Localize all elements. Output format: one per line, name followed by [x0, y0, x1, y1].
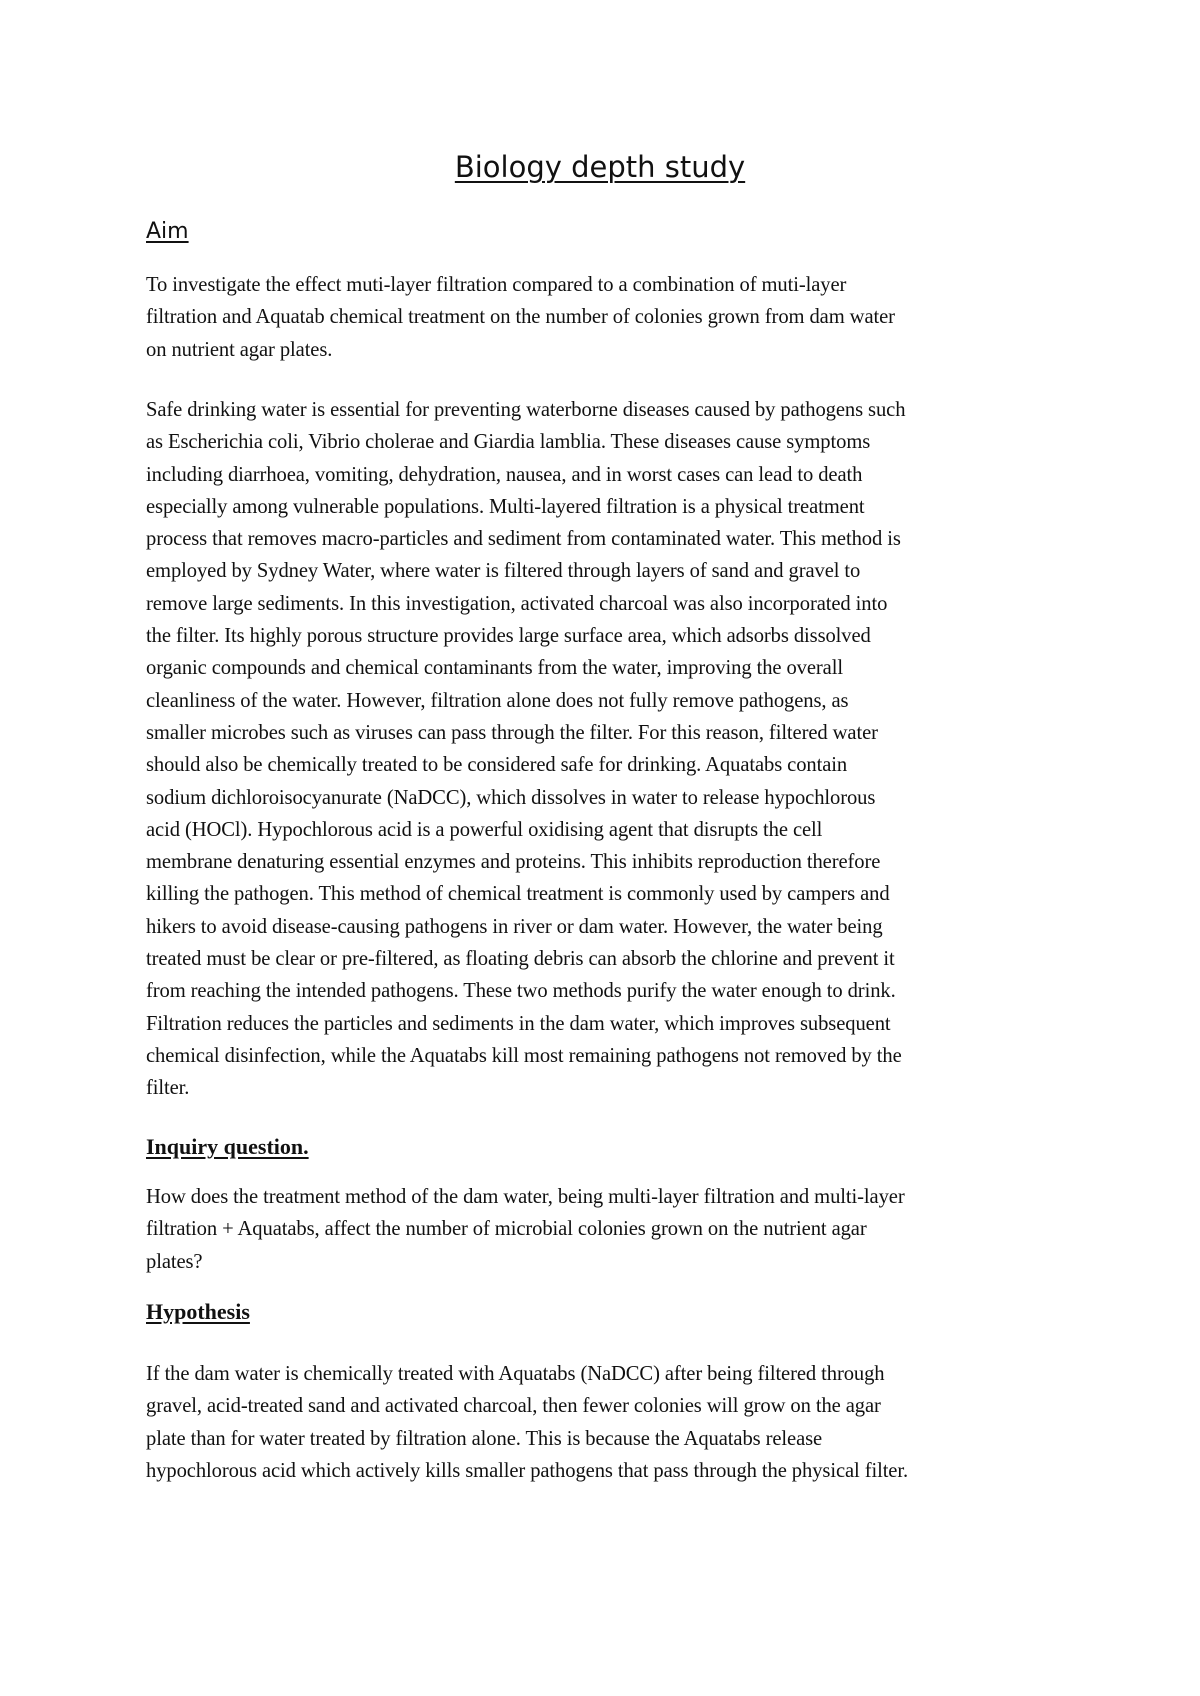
- aim-paragraph: [146, 269, 1066, 366]
- background-line: membrane denaturing essential enzymes and proteins. This inhibits reproduction therefore: [146, 851, 881, 874]
- inquiry-line: How does the treatment method of the dam water, being multi-layer filtration and multi-layer: [146, 1186, 905, 1208]
- document-title: Biology depth study: [454, 150, 746, 184]
- background-line: employed by Sydney Water, where water is filtered through layers of sand and gravel to: [146, 560, 861, 583]
- background-line: Safe drinking water is essential for preventing waterborne diseases caused by pathogens such: [146, 399, 906, 421]
- hypothesis-line: If the dam water is chemically treated with Aquatabs (NaDCC) after being filtered through: [146, 1363, 885, 1385]
- background-line: sodium dichloroisocyanurate (NaDCC), which dissolves in water to release hypochlorous: [146, 786, 876, 809]
- background-line: treated must be clear or pre-filtered, as floating debris can absorb the chlorine and prevent it: [146, 948, 895, 971]
- aim-line: on nutrient agar plates.: [146, 338, 333, 361]
- inquiry-line: filtration + Aquatabs, affect the number of microbial colonies grown on the nutrient agar: [146, 1218, 867, 1241]
- inquiry-heading: Inquiry question.: [146, 1134, 309, 1159]
- background-line: including diarrhoea, vomiting, dehydration, nausea, and in worst cases can lead to death: [146, 463, 863, 486]
- background-line: organic compounds and chemical contaminants from the water, improving the overall: [146, 657, 843, 680]
- background-line: process that removes macro-particles and sediment from contaminated water. This method is: [146, 528, 901, 551]
- hypothesis-paragraph: [146, 1358, 1066, 1487]
- aim-line: To investigate the effect muti-layer filtration compared to a combination of muti-layer: [146, 274, 847, 296]
- hypothesis-line: gravel, acid-treated sand and activated charcoal, then fewer colonies will grow on the agar: [146, 1395, 881, 1418]
- background-line: especially among vulnerable populations. Multi-layered filtration is a physical treatment: [146, 495, 865, 518]
- hypothesis-line: hypochlorous acid which actively kills smaller pathogens that pass through the physical filter.: [146, 1459, 909, 1482]
- inquiry-paragraph: [146, 1181, 1066, 1278]
- background-line: acid (HOCl). Hypochlorous acid is a powerful oxidising agent that disrupts the cell: [146, 818, 823, 841]
- background-line: remove large sediments. In this investigation, activated charcoal was also incorporated into: [146, 592, 888, 615]
- background-line: the filter. Its highly porous structure provides large surface area, which adsorbs dissolved: [146, 625, 871, 648]
- background-line: filter.: [146, 1077, 190, 1100]
- background-line: as Escherichia coli, Vibrio cholerae and Giardia lamblia. These diseases cause symptoms: [146, 431, 871, 454]
- background-line: from reaching the intended pathogens. These two methods purify the water enough to drink.: [146, 980, 896, 1003]
- background-line: killing the pathogen. This method of chemical treatment is commonly used by campers and: [146, 883, 890, 906]
- background-paragraph: [146, 394, 1066, 1105]
- background-line: hikers to avoid disease-causing pathogens in river or dam water. However, the water being: [146, 915, 883, 938]
- background-line: should also be chemically treated to be considered safe for drinking. Aquatabs contain: [146, 754, 848, 777]
- background-line: chemical disinfection, while the Aquatabs kill most remaining pathogens not removed by the: [146, 1044, 902, 1067]
- background-line: smaller microbes such as viruses can pass through the filter. For this reason, filtered water: [146, 721, 878, 744]
- inquiry-line: plates?: [146, 1250, 203, 1273]
- aim-line: filtration and Aquatab chemical treatment on the number of colonies grown from dam water: [146, 306, 895, 329]
- hypothesis-heading: Hypothesis: [146, 1299, 250, 1324]
- background-line: Filtration reduces the particles and sediments in the dam water, which improves subsequent: [146, 1012, 891, 1035]
- aim-heading: Aim: [146, 219, 189, 244]
- background-line: cleanliness of the water. However, filtration alone does not fully remove pathogens, as: [146, 689, 849, 712]
- hypothesis-line: plate than for water treated by filtration alone. This is because the Aquatabs release: [146, 1427, 823, 1450]
